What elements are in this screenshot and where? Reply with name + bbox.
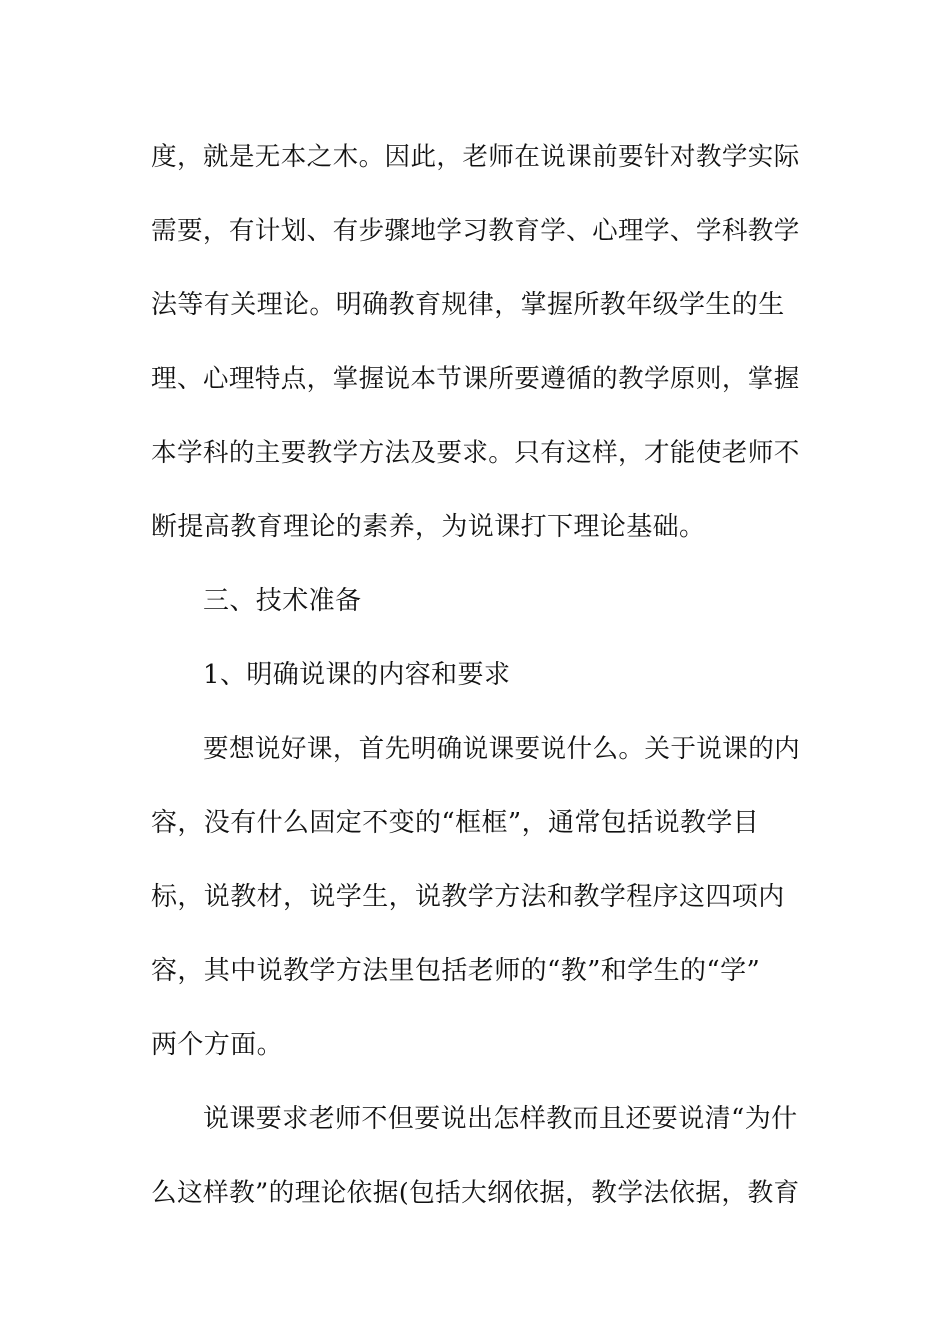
section-heading: 三、技术准备 bbox=[203, 586, 362, 616]
paragraph-line: 法等有关理论。明确教育规律，掌握所教年级学生的生 bbox=[151, 290, 785, 320]
paragraph-line: 断提高教育理论的素养，为说课打下理论基础。 bbox=[151, 512, 706, 542]
paragraph-line: 容，其中说教学方法里包括老师的“教”和学生的“学” bbox=[151, 956, 761, 986]
paragraph-line: 说课要求老师不但要说出怎样教而且还要说清“为什 bbox=[203, 1104, 798, 1134]
subsection-heading: 1、明确说课的内容和要求 bbox=[203, 660, 511, 690]
paragraph-line: 么这样教”的理论依据(包括大纲依据，教学法依据，教育 bbox=[151, 1178, 800, 1208]
paragraph-line: 标，说教材，说学生，说教学方法和教学程序这四项内 bbox=[151, 882, 785, 912]
paragraph-line: 理、心理特点，掌握说本节课所要遵循的教学原则，掌握 bbox=[151, 364, 800, 394]
paragraph-line: 度，就是无本之木。因此，老师在说课前要针对教学实际 bbox=[151, 142, 800, 172]
paragraph-line: 本学科的主要教学方法及要求。只有这样，才能使老师不 bbox=[151, 438, 800, 468]
paragraph-line: 容，没有什么固定不变的“框框”，通常包括说教学目 bbox=[151, 808, 760, 838]
paragraph-line: 两个方面。 bbox=[151, 1030, 284, 1060]
paragraph-line: 要想说好课，首先明确说课要说什么。关于说课的内 bbox=[203, 734, 801, 764]
paragraph-line: 需要，有计划、有步骤地学习教育学、心理学、学科教学 bbox=[151, 216, 800, 246]
